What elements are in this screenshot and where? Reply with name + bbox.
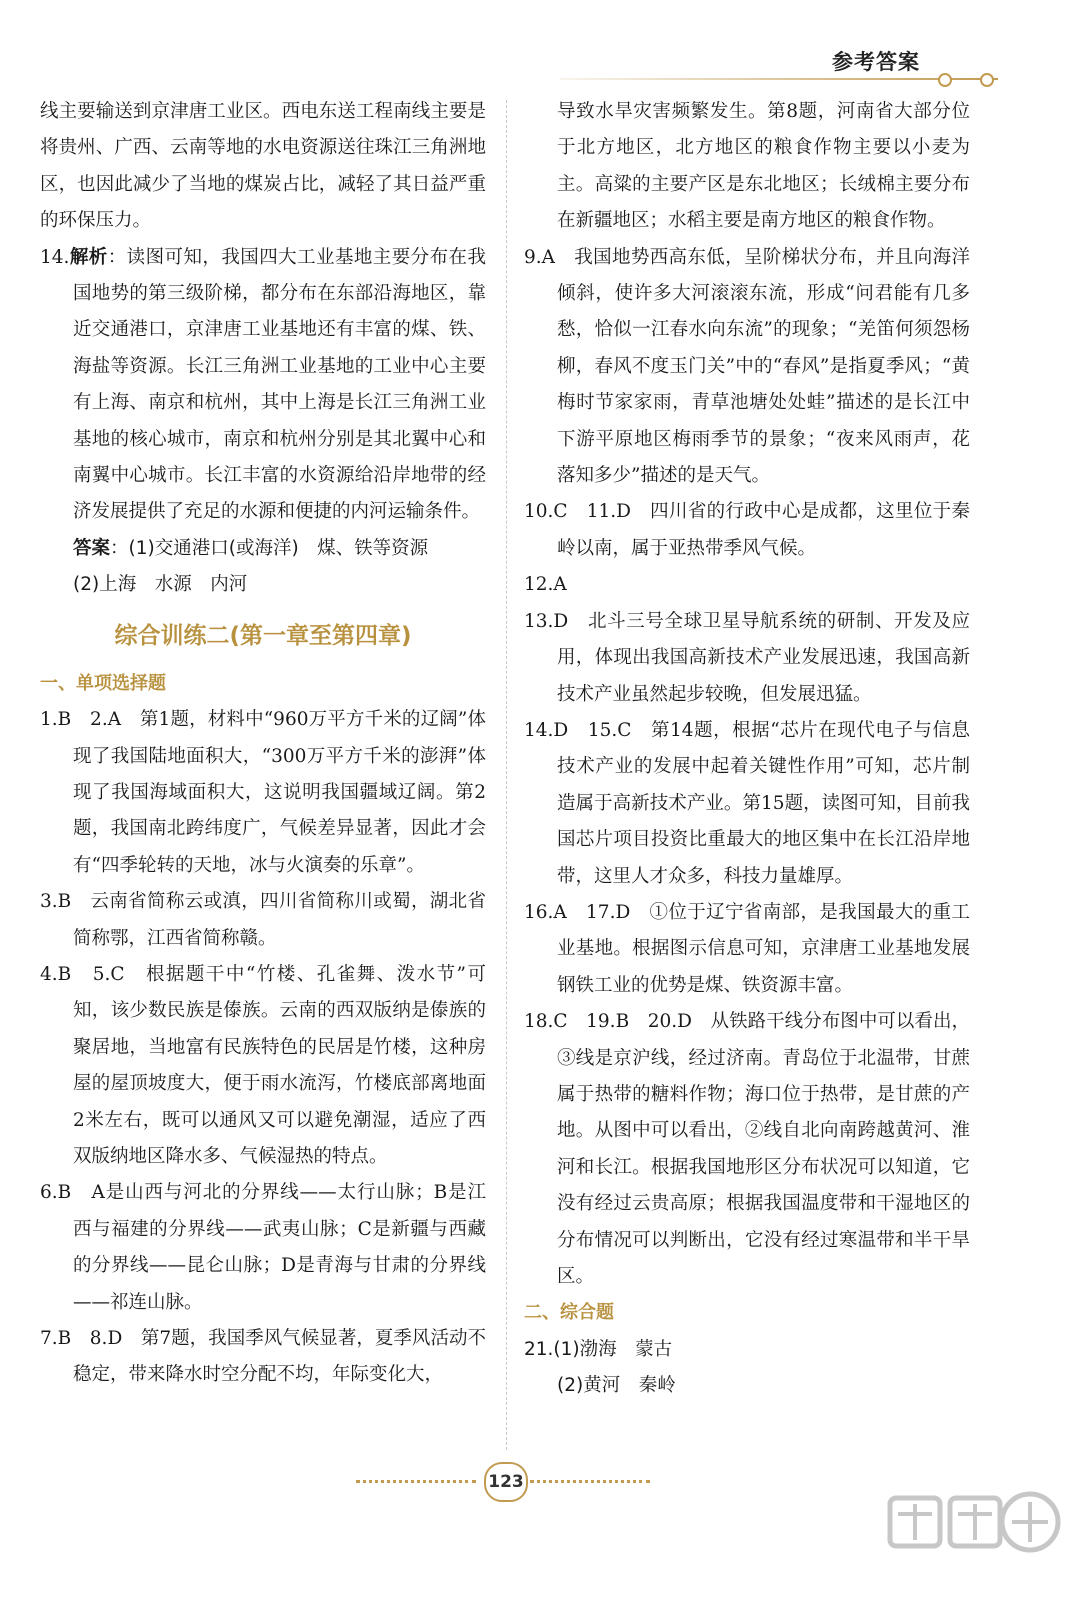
answer-9: 9.A 我国地势西高东低，呈阶梯状分布，并且向海洋倾斜，使许多大河滚滚东流，形成“问君能有几多愁，恰似一江春水向东流”的现象；“羌笛何须怨杨柳，春风不度玉门关”中的“春风”是指夏季风；“黄梅时节家家雨，青草池塘处处蛙”描述的是长江中下游平原地区梅雨季节的景象；“夜来风雨声，花落知多少”描述的是天气。	[524, 246, 970, 487]
left-column	[40, 94, 486, 1394]
answer-14	[40, 240, 486, 531]
subsection-title-choice: 一、单项选择题	[40, 672, 166, 694]
answer-13: 13.D 北斗三号全球卫星导航系统的研制、开发及应用，体现出我国高新技术产业发展迅速，我国高新技术产业虽然起步较晚，但发展迅猛。	[524, 610, 970, 705]
page-number: 123	[484, 1462, 528, 1502]
column-divider	[506, 100, 507, 1450]
analysis-text: ：读图可知，我国四大工业基地主要分布在我国地势的第三级阶梯，都分布在东部沿海地区，靠近交通港口，京津唐工业基地还有丰富的煤、铁、海盐等资源。长江三角洲工业基地的工业中心主要有上海、南京和杭州，其中上海是长江三角洲工业基地的核心城市，南京和杭州分别是其北翼中心和南翼中心城市。长江丰富的水资源给沿岸地带的经济发展提供了充足的水源和便捷的内河运输条件。	[73, 246, 486, 523]
answer-label: 答案	[73, 537, 111, 559]
watermark-logo	[880, 1474, 1070, 1594]
header-title: 参考答案	[832, 50, 920, 74]
footer-dotted-rule	[530, 1480, 650, 1483]
footer-dotted-rule	[356, 1480, 476, 1483]
paragraph-continued: 导致水旱灾害频繁发生。第8题，河南省大部分位于北方地区，北方地区的粮食作物主要以小麦为主。高粱的主要产区是东北地区；长绒棉主要分布在新疆地区；水稻主要是南方地区的粮食作物。	[557, 101, 970, 232]
page-header	[560, 40, 1010, 84]
answer-14-15: 14.D 15.C 第14题，根据“芯片在现代电子与信息技术产业的发展中起着关键性作用”可知，芯片制造属于高新技术产业。第15题，读图可知，目前我国芯片项目投资比重最大的地区集中在长江沿岸地带，这里人才众多，科技力量雄厚。	[524, 719, 970, 887]
question-number: 14.	[40, 246, 70, 268]
answer-3: 3.B 云南省简称云或滇，四川省简称川或蜀，湖北省简称鄂，江西省简称赣。	[40, 891, 486, 949]
analysis-label: 解析	[69, 246, 108, 268]
answer-line-2: (2)上海 水源 内河	[73, 574, 248, 596]
answer-6: 6.B A是山西与河北的分界线——太行山脉；B是江西与福建的分界线——武夷山脉；C是新疆与西藏的分界线——昆仑山脉；D是青海与甘肃的分界线——祁连山脉。	[40, 1182, 486, 1313]
answer-text: ：(1)交通港口(或海洋) 煤、铁等资源	[110, 537, 429, 559]
paragraph-continued: 线主要输送到京津唐工业区。西电东送工程南线主要是将贵州、广西、云南等地的水电资源送往珠江三角洲地区，也因此减少了当地的煤炭占比，减轻了其日益严重的环保压力。	[40, 101, 486, 232]
answer-18-20: 18.C 19.B 20.D 从铁路干线分布图中可以看出，③线是京沪线，经过济南。青岛位于北温带，甘蔗属于热带的糖料作物；海口位于热带，是甘蔗的产地。从图中可以看出，②线自北向南跨越黄河、淮河和长江。根据我国地形区分布状况可以知道，它没有经过云贵高原；根据我国温度带和干湿地区的分布情况可以判断出，它没有经过寒温带和半干旱区。	[524, 1011, 970, 1287]
header-ornament-dot	[938, 73, 952, 87]
answer-21-part1: 21.(1)渤海 蒙古	[524, 1338, 673, 1360]
header-ornament-dot	[980, 73, 994, 87]
answer-21-part2: (2)黄河 秦岭	[557, 1375, 676, 1397]
answer-7-8: 7.B 8.D 第7题，我国季风气候显著，夏季风活动不稳定，带来降水时空分配不均，年际变化大，	[40, 1328, 486, 1386]
answer-4-5: 4.B 5.C 根据题干中“竹楼、孔雀舞、泼水节”可知，该少数民族是傣族。云南的西双版纳是傣族的聚居地，当地富有民族特色的民居是竹楼，这种房屋的屋顶坡度大，便于雨水流泻，竹楼底部离地面2米左右，既可以通风又可以避免潮湿，适应了西双版纳地区降水多、气候湿热的特点。	[40, 963, 486, 1167]
right-column	[524, 94, 970, 1405]
answer-16-17: 16.A 17.D ①位于辽宁省南部，是我国最大的重工业基地。根据图示信息可知，京津唐工业基地发展钢铁工业的优势是煤、铁资源丰富。	[524, 901, 970, 996]
answer-line-1	[40, 531, 486, 567]
subsection-title-comprehensive: 二、综合题	[524, 1302, 614, 1324]
section-title: 综合训练二(第一章至第四章)	[114, 622, 412, 649]
watermark-logo-icon	[880, 1474, 1070, 1594]
answer-10-11: 10.C 11.D 四川省的行政中心是成都，这里位于秦岭以南，属于亚热带季风气候。	[524, 501, 970, 559]
answer-1-2: 1.B 2.A 第1题，材料中“960万平方千米的辽阔”体现了我国陆地面积大，“300万平方千米的澎湃”体现了我国海域面积大，这说明我国疆域辽阔。第2题，我国南北跨纬度广，气候差异显著，因此才会有“四季轮转的天地，冰与火演奏的乐章”。	[40, 709, 486, 876]
answer-12: 12.A	[524, 574, 567, 596]
header-rule	[560, 78, 998, 80]
